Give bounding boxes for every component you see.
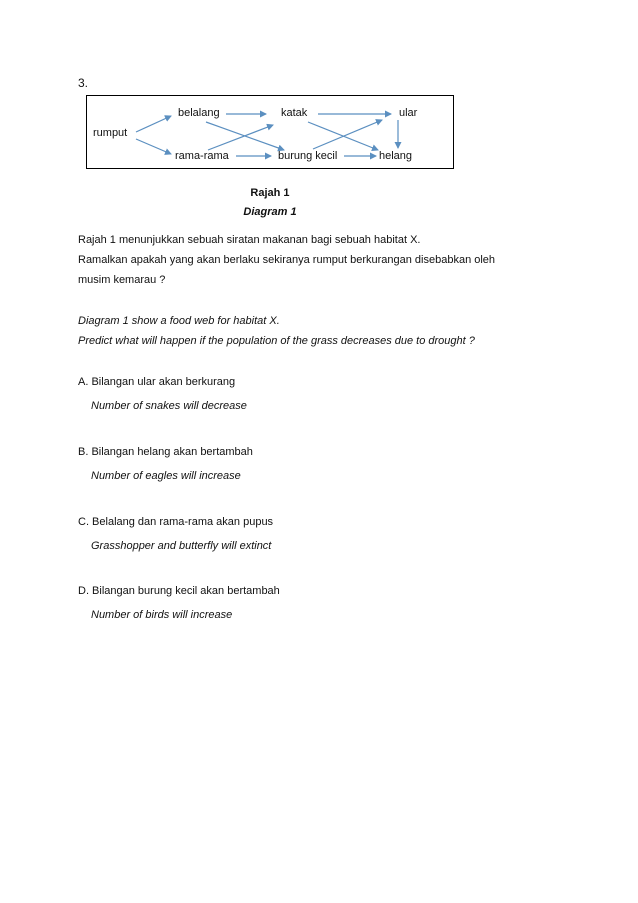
arrow-rama-rama-katak (208, 125, 273, 150)
node-helang: helang (379, 150, 413, 162)
node-rumput: rumput (93, 127, 128, 139)
arrow-burung-kecil-ular (313, 120, 382, 149)
arrow-rumput-belalang (136, 116, 171, 132)
node-rama-rama: rama-rama (175, 150, 229, 162)
option-a[interactable]: A. Bilangan ular akan berkurang (78, 376, 236, 388)
node-katak: katak (281, 107, 308, 119)
arrow-rumput-rama-rama (136, 139, 171, 154)
option-a-translation: Number of snakes will decrease (91, 400, 247, 412)
question-text-ms-line-1: Rajah 1 menunjukkan sebuah siratan makanan bagi sebuah habitat X. (78, 234, 421, 246)
question-text-en-line-1: Diagram 1 show a food web for habitat X. (78, 315, 280, 327)
diagram-caption-ms: Rajah 1 (250, 187, 290, 199)
option-c-translation: Grasshopper and butterfly will extinct (91, 540, 272, 552)
question-text-en-line-2: Predict what will happen if the population of the grass decreases due to drought ? (78, 335, 475, 347)
option-d[interactable]: D. Bilangan burung kecil akan bertambah (78, 585, 280, 597)
question-text-ms-line-3: musim kemarau ? (78, 274, 166, 286)
diagram-caption-en: Diagram 1 (243, 206, 297, 218)
option-b[interactable]: B. Bilangan helang akan bertambah (78, 446, 253, 458)
option-c[interactable]: C. Belalang dan rama-rama akan pupus (78, 516, 274, 528)
option-b-translation: Number of eagles will increase (91, 470, 241, 482)
question-number: 3. (78, 76, 89, 90)
node-ular: ular (399, 107, 418, 119)
option-d-translation: Number of birds will increase (91, 609, 233, 621)
node-burung-kecil: burung kecil (278, 150, 338, 162)
node-belalang: belalang (178, 107, 220, 119)
question-text-ms-line-2: Ramalkan apakah yang akan berlaku sekiranya rumput berkurangan disebabkan oleh (78, 254, 496, 266)
